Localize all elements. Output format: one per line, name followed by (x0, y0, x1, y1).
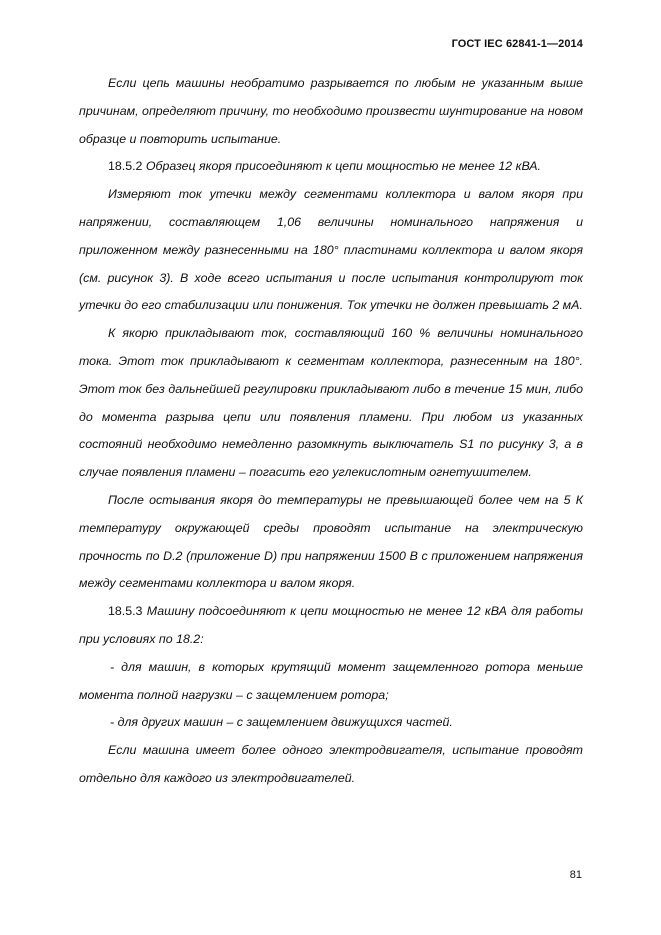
paragraph: Если машина имеет более одного электродвигателя, испытание проводят отдельно для каждого из электродвигателей. (79, 743, 583, 785)
paragraph: 18.5.3 Машину подсоединяют к цепи мощностью не менее 12 кВА для работы при условиях по 18.2: (79, 604, 583, 646)
list-item: - для других машин – с защемлением движущихся частей. (110, 715, 453, 730)
list-item: - для машин, в которых крутящий момент защемленного ротора меньше момента полной нагрузки – с защемлением ротора; (79, 659, 583, 702)
body-text (79, 70, 583, 793)
paragraph: 18.5.2 Образец якоря присоединяют к цепи мощностью не менее 12 кВА. (108, 159, 542, 174)
paragraph: К якорю прикладывают ток, составляющий 160 % величины номинального тока. Этот ток прикладывают к сегментам коллектора, разнесенным на 180°. Этот ток без дальнейшей регулировки прикладывают либо в течение 15 мин, либо до момента разрыва цепи или появления пламени. При любом из указанных состояний необходимо немедленно разомкнуть выключатель S1 по рисунку 3, а в случае появления пламени – погасить его углекислотным огнетушителем. (79, 326, 583, 480)
paragraph: После остывания якоря до температуры не превышающей более чем на 5 К температуру окружающей среды проводят испытание на электрическую прочность по D.2 (приложение D) при напряжении 1500 В с приложением напряжения между сегментами коллектора и валом якоря. (79, 492, 583, 591)
clause-number: 18.5.3 (108, 604, 143, 619)
paragraph: Измеряют ток утечки между сегментами коллектора и валом якоря при напряжении, составляющем 1,06 величины номинального напряжения и приложенном между разнесенными на 180° пластинами коллектора и валом якоря (см. рисунок 3). В ходе всего испытания и после испытания контролируют ток утечки до его стабилизации или понижения. Ток утечки не должен превышать 2 мА. (79, 187, 583, 313)
document-header: ГОСТ IEC 62841-1—2014 (451, 38, 583, 50)
clause-number: 18.5.2 (108, 159, 143, 174)
paragraph: Если цепь машины необратимо разрывается по любым не указанным выше причинам, определяют причину, то необходимо произвести шунтирование на новом образце и повторить испытание. (79, 76, 583, 146)
page-number: 81 (569, 869, 582, 881)
